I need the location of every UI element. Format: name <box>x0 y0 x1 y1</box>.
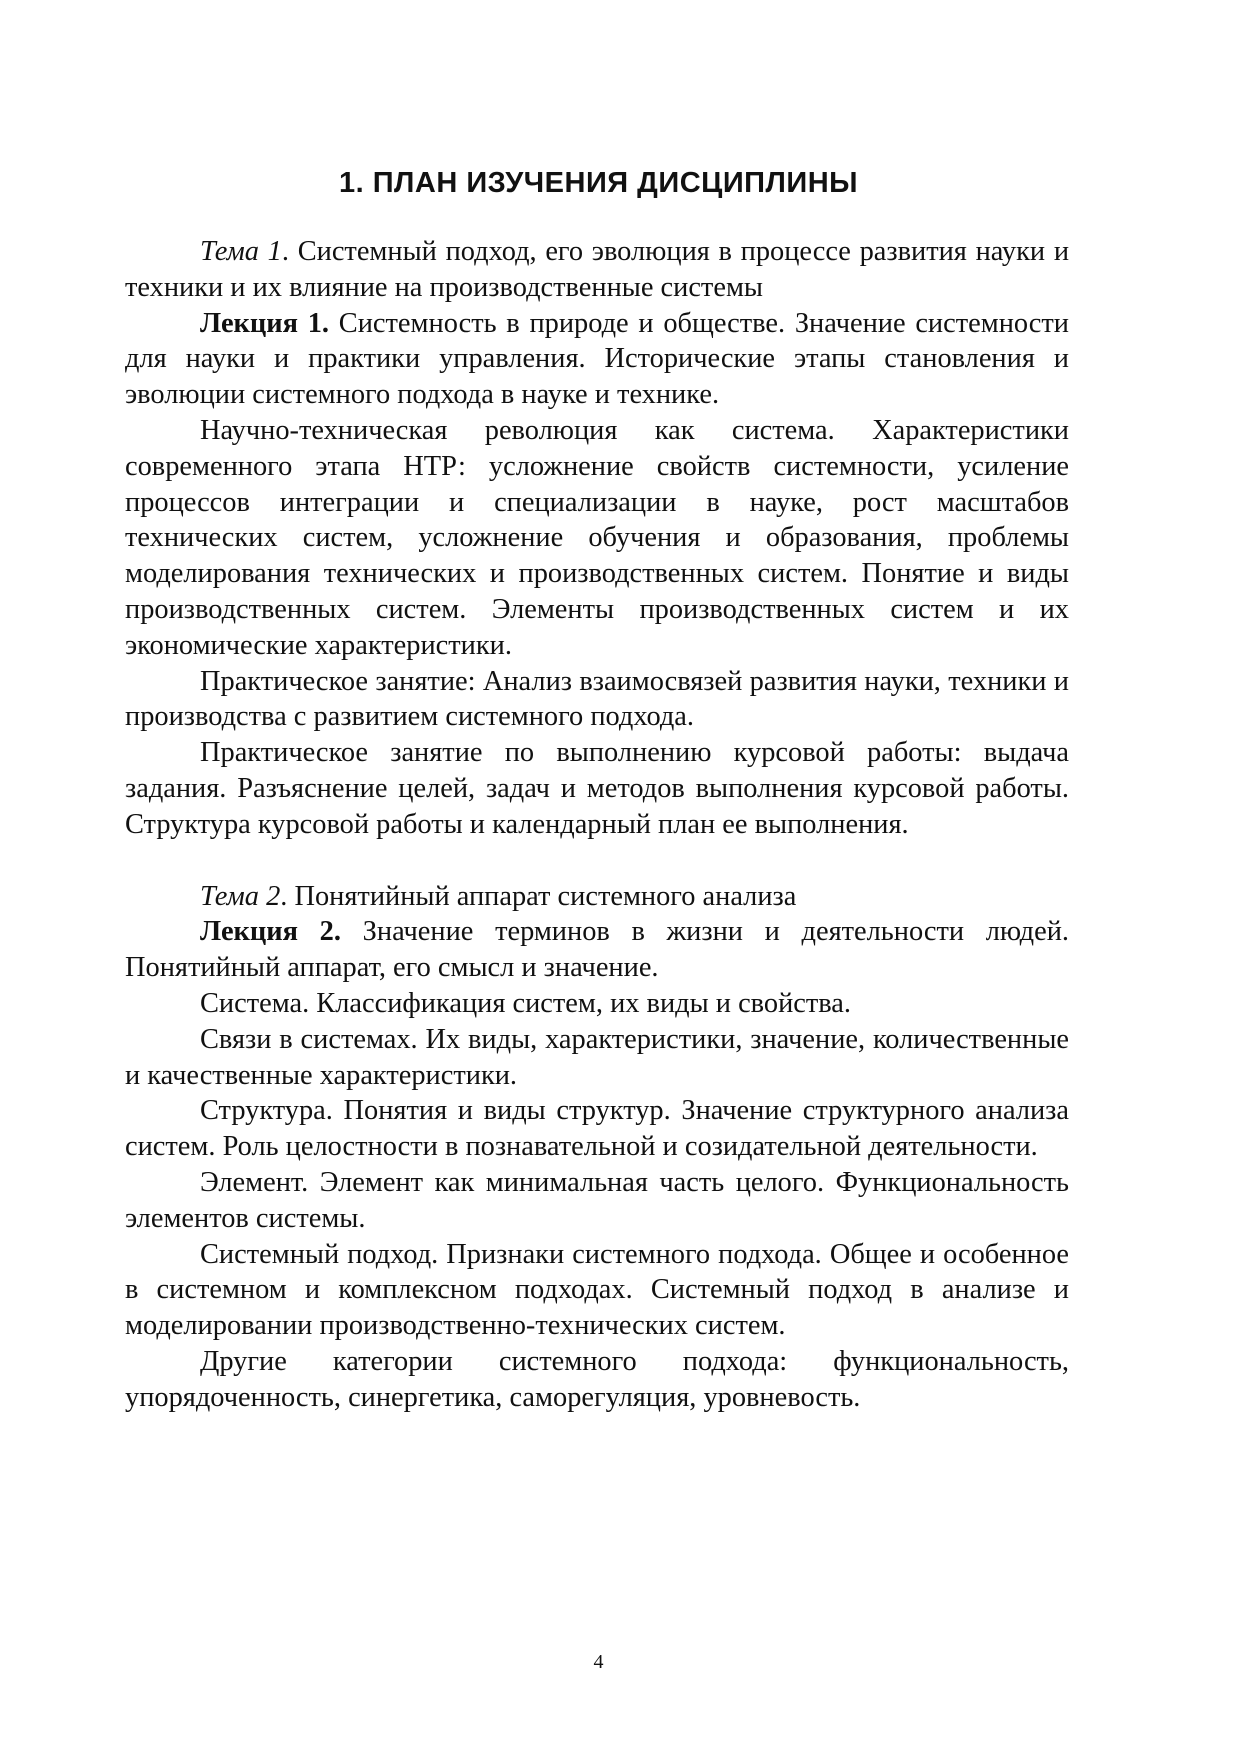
document-body <box>125 234 1069 1416</box>
topic-2-paragraph: Другие категории системного подхода: функциональность, упорядоченность, синергетика, саморегуляция, уровневость. <box>125 1345 1069 1413</box>
page-number: 4 <box>593 1651 604 1673</box>
topic-1-paragraph: Практическое занятие по выполнению курсовой работы: выдача задания. Разъяснение целей, задач и методов выполнения курсовой работы. Структура курсовой работы и календарный план ее выполнения. <box>125 737 1069 840</box>
topic-2-heading <box>125 879 1069 915</box>
topic-2-label: Тема 2 <box>200 880 281 912</box>
lecture-2-text: Значение терминов в жизни и деятельности людей. Понятийный аппарат, его смысл и значение. <box>125 916 1069 984</box>
topic-1-title: . Системный подход, его эволюция в процессе развития науки и техники и их влияние на производственные системы <box>125 236 1070 303</box>
topic-2-paragraph: Система. Классификация систем, их виды и свойства. <box>200 987 852 1019</box>
lecture-1-text: Системность в природе и обществе. Значение системности для науки и практики управления. Исторические этапы становления и эволюции системного подхода в науке и технике. <box>125 307 1069 411</box>
lecture-1-paragraph <box>125 306 1069 413</box>
topic-2-paragraph: Элемент. Элемент как минимальная часть целого. Функциональность элементов системы. <box>125 1166 1069 1234</box>
lecture-1-label: Лекция 1. <box>200 307 330 339</box>
topic-1-paragraph: Практическое занятие: Анализ взаимосвязей развития науки, техники и производства с развитием системного подхода. <box>125 665 1069 733</box>
lecture-2-paragraph <box>125 914 1069 986</box>
topic-2-paragraph: Структура. Понятия и виды структур. Значение структурного анализа систем. Роль целостности в познавательной и созидательной деятельности. <box>125 1095 1069 1163</box>
topic-1-label: Тема 1 <box>200 236 282 267</box>
topic-1-heading <box>125 234 1069 306</box>
topic-2-paragraph: Связи в системах. Их виды, характеристики, значение, количественные и качественные характеристики. <box>125 1023 1069 1091</box>
lecture-2-label: Лекция 2. <box>200 916 341 948</box>
topic-2-title: . Понятийный аппарат системного анализа <box>280 880 797 912</box>
topic-2-paragraph: Системный подход. Признаки системного подхода. Общее и особенное в системном и комплексном подходах. Системный подход в анализе и моделировании производственно-технических систем. <box>125 1238 1069 1342</box>
topic-1-paragraph: Научно-техническая революция как система. Характеристики современного этапа НТР: усложнение свойств системности, усиление процессов интеграции и специализации в науке, рост масштабов технических систем, усложнение обучения и образования, проблемы моделирования технических и производственных систем. Понятие и виды производственных систем. Элементы производственных систем и их экономические характеристики. <box>125 414 1069 661</box>
section-title: 1. ПЛАН ИЗУЧЕНИЯ ДИСЦИПЛИНЫ <box>338 167 859 199</box>
